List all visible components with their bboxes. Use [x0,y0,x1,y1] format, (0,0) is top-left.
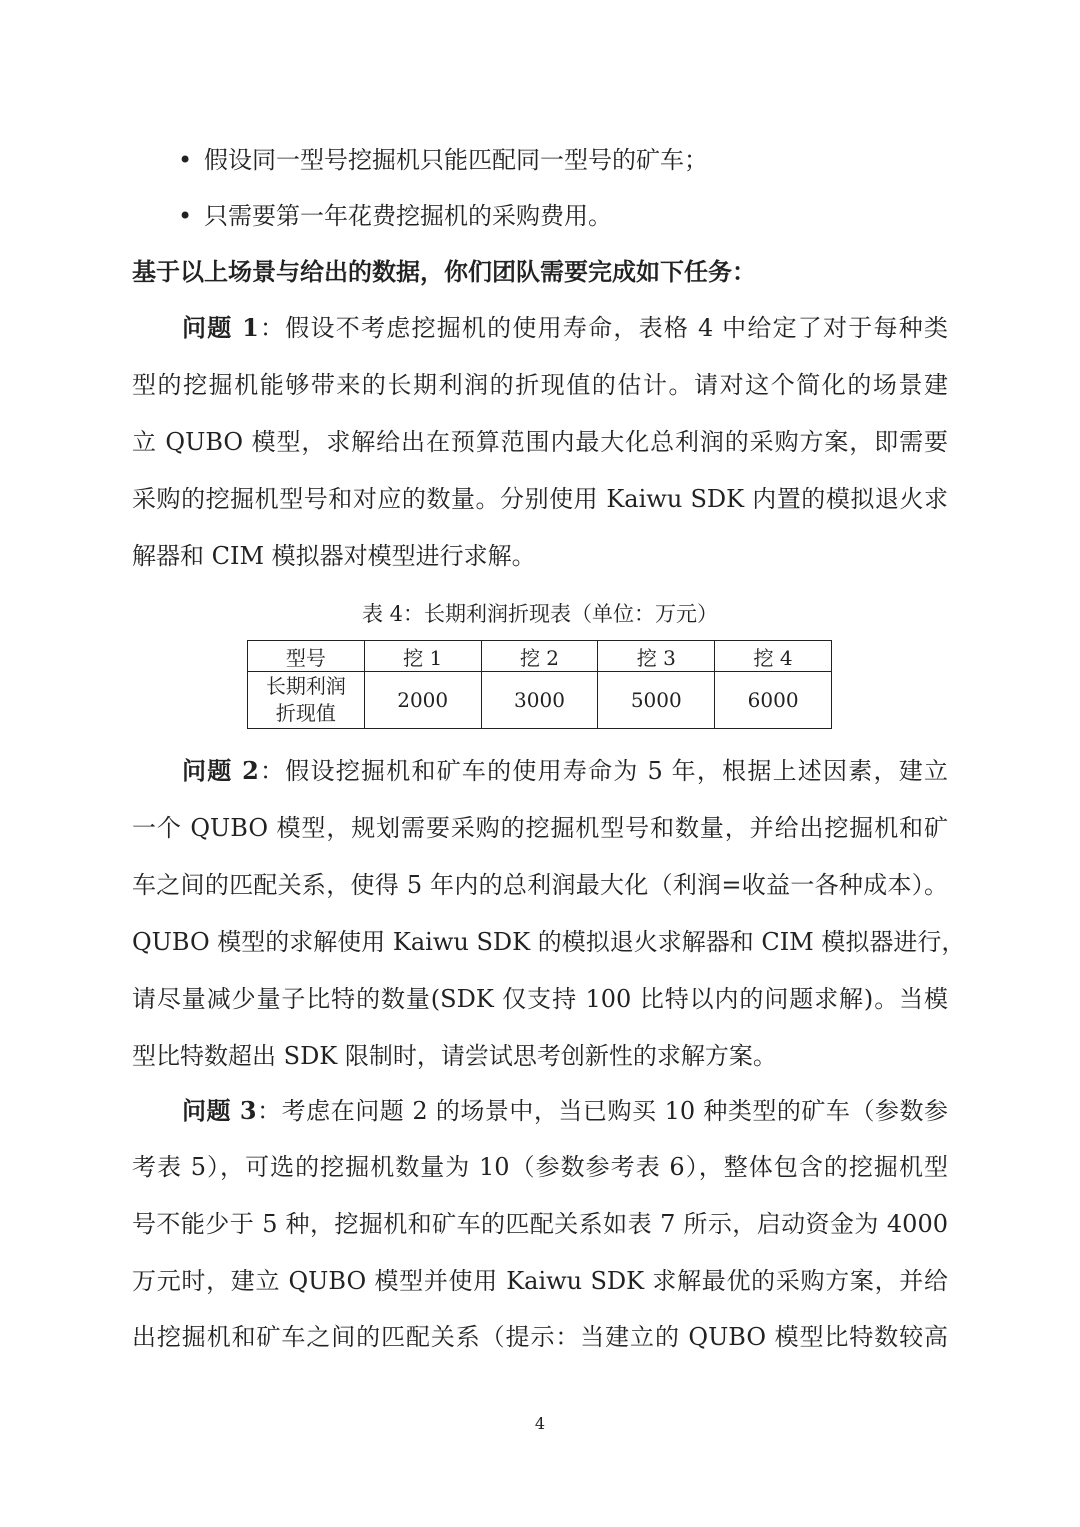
bullet-text: 只需要第一年花费挖掘机的采购费用。 [204,202,612,230]
table-cell: 3000 [481,672,598,729]
table-header-cell: 挖 2 [481,641,598,672]
table4 [247,640,832,729]
q2-label: 问题 2 [182,756,259,785]
q2-line-3: 车之间的匹配关系，使得 5 年内的总利润最大化（利润=收益一各种成本）。 [132,871,948,899]
table-row [248,672,832,729]
table-cell: 2000 [364,672,481,729]
q2-line-5: 请尽量减少量子比特的数量(SDK 仅支持 100 比特以内的问题求解)。当模 [132,985,948,1013]
q3-line-2: 考表 5），可选的挖掘机数量为 10（参数参考表 6），整体包含的挖掘机型 [132,1153,948,1181]
tasks-heading: 基于以上场景与给出的数据，你们团队需要完成如下任务： [132,257,756,286]
q3-line-5: 出挖掘机和矿车之间的匹配关系（提示：当建立的 QUBO 模型比特数较高 [132,1323,948,1351]
q1-line-2: 型的挖掘机能够带来的长期利润的折现值的估计。请对这个简化的场景建 [132,371,948,399]
table-cell: 5000 [598,672,715,729]
table-header-cell: 型号 [248,641,365,672]
q2-line-1: 问题 2：假设挖掘机和矿车的使用寿命为 5 年，根据上述因素，建立 [182,756,948,785]
bullet-dot: • [178,146,193,174]
table-row-label: 长期利润 折现值 [248,672,365,729]
q2-line-4: QUBO 模型的求解使用 Kaiwu SDK 的模拟退火求解器和 CIM 模拟器进行， [132,928,966,956]
q1-line-5: 解器和 CIM 模拟器对模型进行求解。 [132,542,536,570]
q3-line-4: 万元时，建立 QUBO 模型并使用 Kaiwu SDK 求解最优的采购方案，并给 [132,1267,948,1295]
q1-label: 问题 1 [182,313,259,342]
bullet-text: 假设同一型号挖掘机只能匹配同一型号的矿车； [204,146,708,174]
q1-line-3: 立 QUBO 模型，求解给出在预算范围内最大化总利润的采购方案，即需要 [132,428,948,456]
q2-line-6: 型比特数超出 SDK 限制时，请尝试思考创新性的求解方案。 [132,1042,777,1070]
table-header-cell: 挖 1 [364,641,481,672]
page-number: 4 [534,1414,546,1433]
table4-caption: 表 4：长期利润折现表（单位：万元） [361,602,719,626]
q3-label: 问题 3 [182,1096,257,1125]
q1-line-1: 问题 1：假设不考虑挖掘机的使用寿命，表格 4 中给定了对于每种类 [182,313,948,342]
table-cell: 6000 [715,672,832,729]
table-header-row [248,641,832,672]
q3-line-1: 问题 3：考虑在问题 2 的场景中，当已购买 10 种类型的矿车（参数参 [182,1096,948,1125]
q2-line-2: 一个 QUBO 模型，规划需要采购的挖掘机型号和数量，并给出挖掘机和矿 [132,814,948,842]
bullet-dot: • [178,202,193,230]
table-header-cell: 挖 4 [715,641,832,672]
q3-line-3: 号不能少于 5 种，挖掘机和矿车的匹配关系如表 7 所示，启动资金为 4000 [132,1210,948,1238]
table-header-cell: 挖 3 [598,641,715,672]
q1-line-4: 采购的挖掘机型号和对应的数量。分别使用 Kaiwu SDK 内置的模拟退火求 [132,485,948,513]
